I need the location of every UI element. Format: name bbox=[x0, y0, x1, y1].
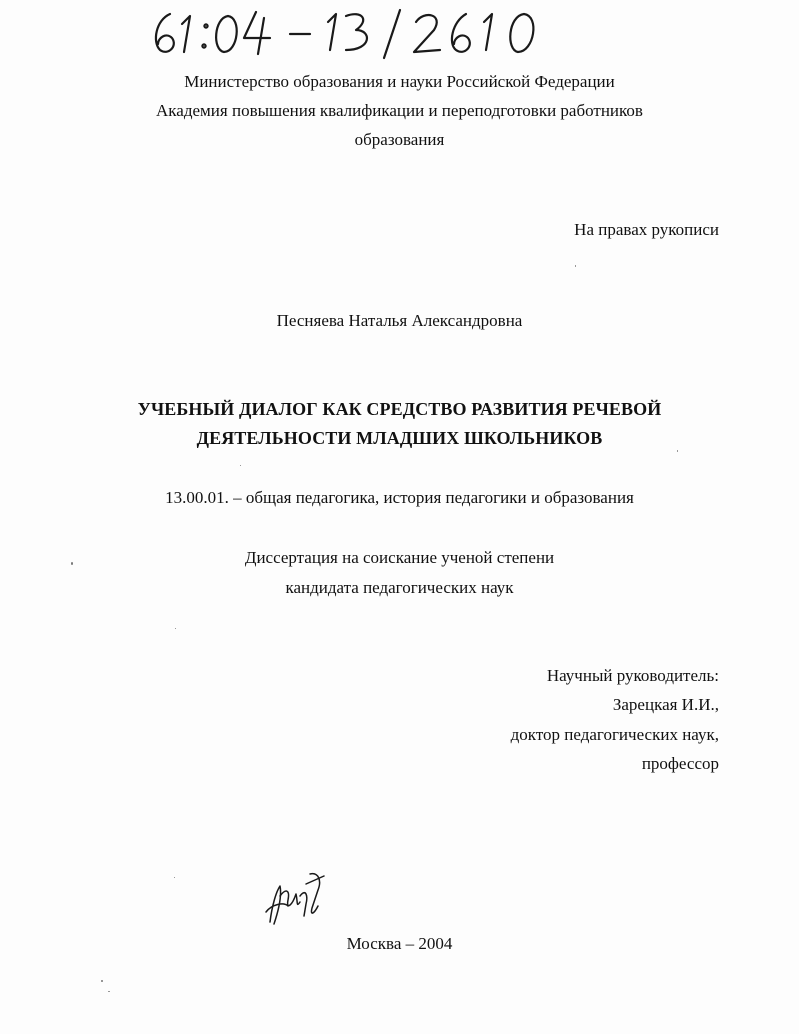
scan-speck bbox=[101, 980, 103, 982]
supervisor-label: Научный руководитель: bbox=[546, 666, 719, 685]
handwritten-signature bbox=[262, 866, 332, 928]
supervisor-degree: доктор педагогических наук, bbox=[510, 725, 719, 744]
specialty-code: 13.00.01. – общая педагогика, история педагогики и образования bbox=[165, 488, 634, 507]
dissertation-title-line1: УЧЕБНЫЙ ДИАЛОГ КАК СРЕДСТВО РАЗВИТИЯ РЕЧЕВОЙ bbox=[137, 399, 662, 419]
scan-speck bbox=[575, 265, 576, 267]
scan-speck bbox=[174, 877, 175, 878]
supervisor-rank: профессор bbox=[641, 754, 719, 773]
rights-note: На правах рукописи bbox=[574, 220, 719, 239]
scan-speck bbox=[175, 628, 176, 629]
scan-speck bbox=[108, 991, 110, 992]
handwritten-archive-code bbox=[148, 2, 578, 60]
author-name: Песняева Наталья Александровна bbox=[276, 311, 523, 330]
ministry-line: Министерство образования и науки Российской Федерации bbox=[184, 72, 615, 91]
supervisor-name: Зарецкая И.И., bbox=[612, 695, 719, 714]
scan-speck bbox=[240, 465, 241, 466]
city-year: Москва – 2004 bbox=[346, 934, 453, 953]
scan-speck bbox=[71, 562, 73, 565]
scan-speck bbox=[677, 450, 678, 452]
dissertation-type-line2: кандидата педагогических наук bbox=[285, 578, 514, 597]
academy-line-continued: образования bbox=[354, 130, 445, 149]
academy-line: Академия повышения квалификации и переподготовки работников bbox=[156, 101, 643, 120]
dissertation-title-line2: ДЕЯТЕЛЬНОСТИ МЛАДШИХ ШКОЛЬНИКОВ bbox=[196, 428, 603, 448]
dissertation-type-line1: Диссертация на соискание ученой степени bbox=[244, 548, 555, 567]
